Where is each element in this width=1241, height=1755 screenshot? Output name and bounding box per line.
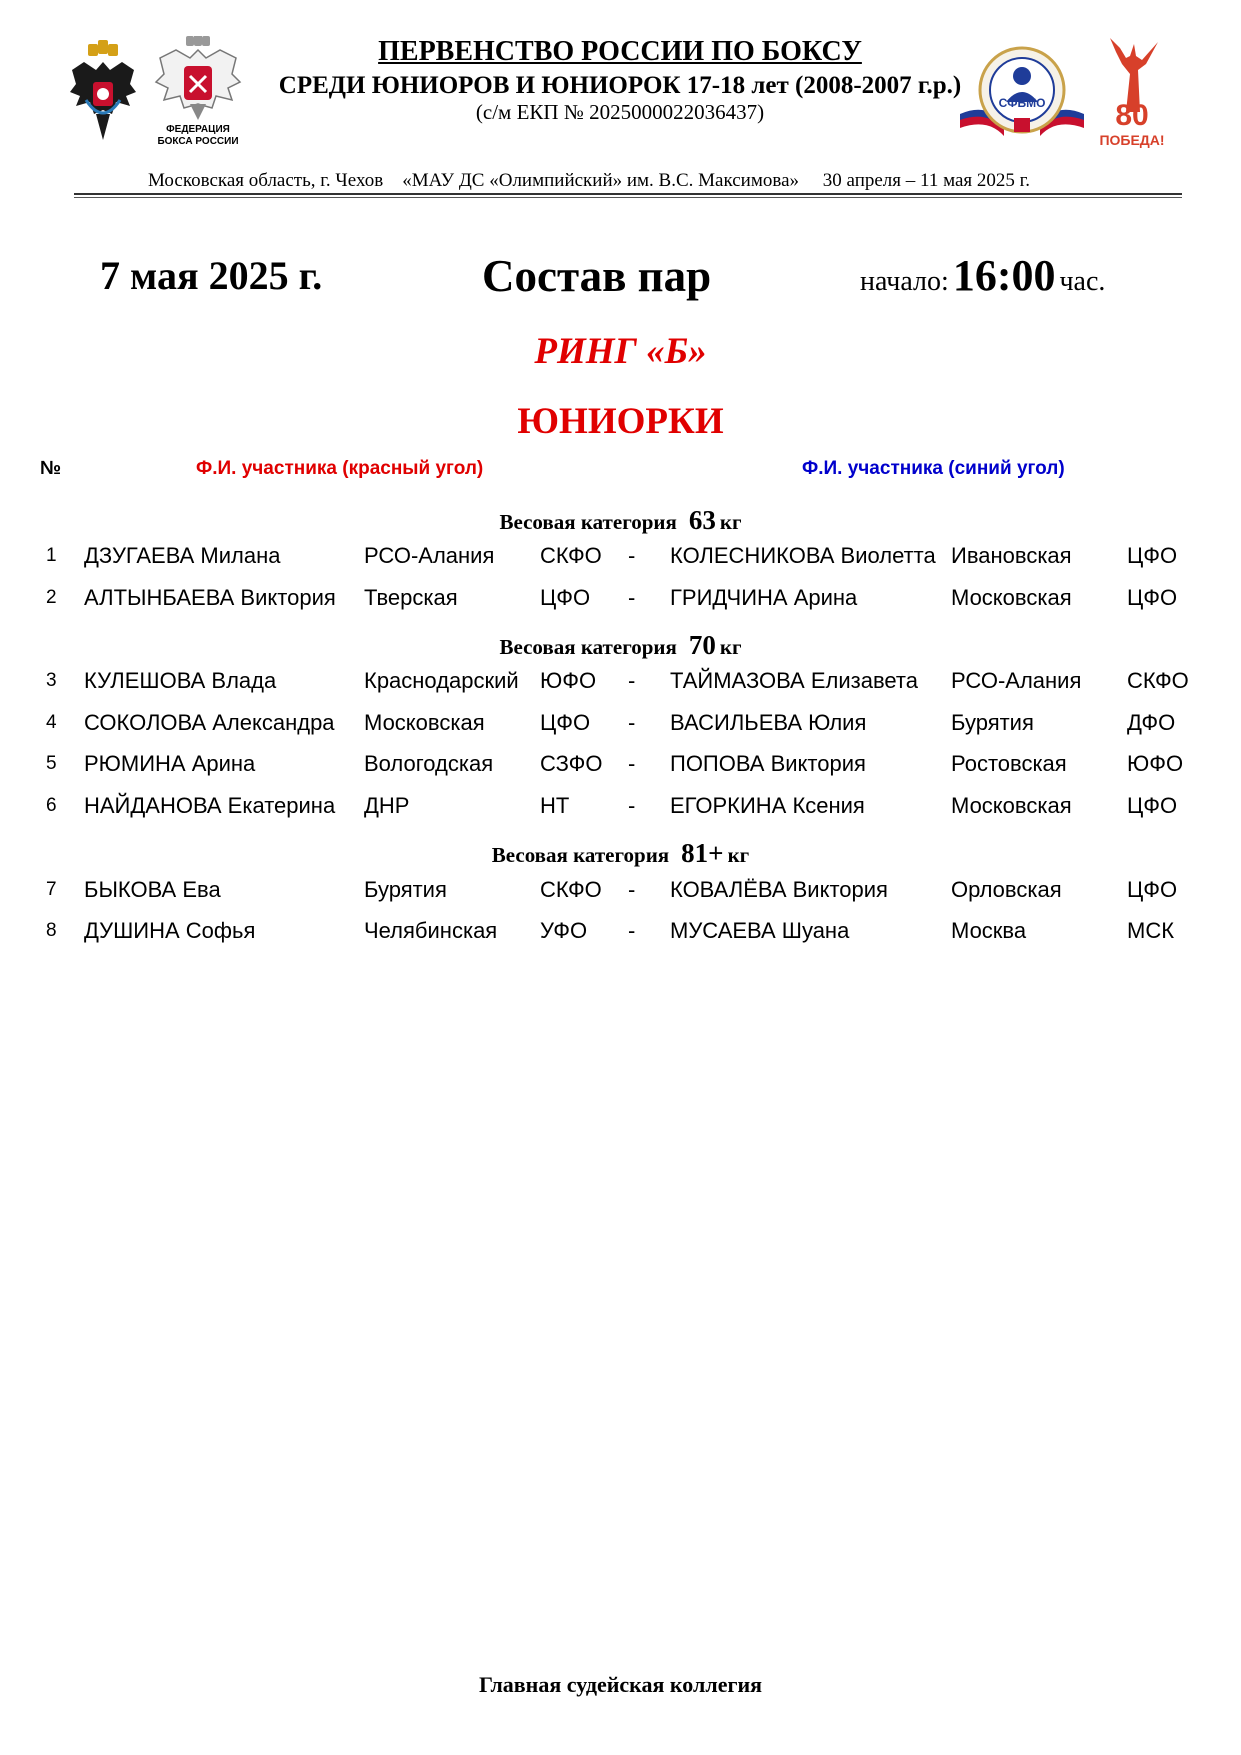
red-corner-name: ДЗУГАЕВА Милана <box>84 543 281 568</box>
event-title: ПЕРВЕНСТВО РОССИИ ПО БОКСУ <box>378 36 862 67</box>
weight-category-unit: кг <box>719 510 742 534</box>
bout-separator: - <box>628 543 636 568</box>
victory-logo-text: ПОБЕДА! <box>1099 132 1165 148</box>
column-header-number: № <box>40 458 62 479</box>
blue-corner-name: КОВАЛЁВА Виктория <box>670 877 888 902</box>
blue-corner-name: ВАСИЛЬЕВА Юлия <box>670 710 867 735</box>
bout-row <box>0 751 1241 785</box>
weight-category-unit: кг <box>727 843 750 867</box>
red-corner-federal-district: ЦФО <box>540 710 591 735</box>
red-corner-name: БЫКОВА Ева <box>84 877 221 902</box>
bout-separator: - <box>628 918 636 943</box>
red-corner-region: Бурятия <box>364 877 447 902</box>
russian-coat-of-arms-logo <box>66 40 140 144</box>
blue-corner-region: Ростовская <box>951 751 1067 776</box>
header-divider <box>74 193 1182 195</box>
bout-row <box>0 585 1241 619</box>
victory-logo-number: 80 <box>1115 99 1149 132</box>
bout-number: 4 <box>46 712 57 733</box>
blue-corner-federal-district: ЦФО <box>1127 877 1178 902</box>
bout-separator: - <box>628 585 636 610</box>
bout-number: 7 <box>46 879 57 900</box>
blue-corner-name: ЕГОРКИНА Ксения <box>670 793 865 818</box>
start-unit: час. <box>1059 266 1106 297</box>
start-label: начало: <box>860 266 949 297</box>
bout-separator: - <box>628 793 636 818</box>
blue-corner-region: Московская <box>951 585 1072 610</box>
sfbmo-logo-text: СФБМО <box>998 96 1046 110</box>
red-corner-region: Вологодская <box>364 751 494 776</box>
red-corner-name: ДУШИНА Софья <box>84 918 256 943</box>
blue-corner-region: РСО-Алания <box>951 668 1082 693</box>
weight-category-label: Весовая категория <box>499 635 677 659</box>
blue-corner-federal-district: ЦФО <box>1127 543 1178 568</box>
red-corner-federal-district: СКФО <box>540 543 602 568</box>
group-label: ЮНИОРКИ <box>517 401 724 442</box>
red-corner-region: РСО-Алания <box>364 543 495 568</box>
event-subtitle: СРЕДИ ЮНИОРОВ И ЮНИОРОК 17-18 лет (2008-2007 г.р.) <box>278 72 962 99</box>
weight-category-heading <box>0 505 1241 536</box>
blue-corner-region: Московская <box>951 793 1072 818</box>
blue-corner-name: КОЛЕСНИКОВА Виолетта <box>670 543 936 568</box>
blue-corner-region: Москва <box>951 918 1027 943</box>
bout-number: 1 <box>46 545 57 566</box>
column-header-red-corner: Ф.И. участника (красный угол) <box>196 458 484 479</box>
blue-corner-region: Орловская <box>951 877 1062 902</box>
bout-row <box>0 877 1241 911</box>
fbr-logo-text-line1: ФЕДЕРАЦИЯ <box>166 124 230 135</box>
red-corner-region: Краснодарский <box>364 668 519 693</box>
blue-corner-name: ГРИДЧИНА Арина <box>670 585 858 610</box>
chief-judges-panel: Главная судейская коллегия <box>478 1672 763 1697</box>
weight-category-unit: кг <box>719 635 742 659</box>
red-corner-federal-district: СКФО <box>540 877 602 902</box>
blue-corner-region: Бурятия <box>951 710 1034 735</box>
red-corner-name: АЛТЫНБАЕВА Виктория <box>84 585 336 610</box>
weight-category-value: 70 <box>688 630 716 660</box>
venue-line: Московская область, г. Чехов «МАУ ДС «Олимпийский» им. В.С. Максимова» 30 апреля – 11 мая 2025 г. <box>148 170 1031 191</box>
red-corner-federal-district: ЦФО <box>540 585 591 610</box>
header-divider-thin <box>74 197 1182 198</box>
start-time: 16:00 <box>952 251 1056 300</box>
blue-corner-federal-district: ДФО <box>1127 710 1176 735</box>
fbr-logo-text-line2: БОКСА РОССИИ <box>157 136 239 147</box>
ekp-number: (с/м ЕКП № 2025000022036437) <box>475 100 765 124</box>
bout-separator: - <box>628 710 636 735</box>
red-corner-federal-district: УФО <box>540 918 588 943</box>
blue-corner-name: МУСАЕВА Шуана <box>670 918 850 943</box>
red-corner-name: КУЛЕШОВА Влада <box>84 668 277 693</box>
red-corner-federal-district: НТ <box>540 793 570 818</box>
red-corner-region: ДНР <box>364 793 410 818</box>
bout-row <box>0 793 1241 827</box>
red-corner-region: Челябинская <box>364 918 498 943</box>
bout-number: 5 <box>46 753 57 774</box>
blue-corner-region: Ивановская <box>951 543 1072 568</box>
bout-row <box>0 668 1241 702</box>
ring-label: РИНГ «Б» <box>534 331 707 372</box>
weight-category-label: Весовая категория <box>491 843 670 867</box>
red-corner-region: Тверская <box>364 585 458 610</box>
red-corner-name: РЮМИНА Арина <box>84 751 256 776</box>
bout-row <box>0 918 1241 952</box>
blue-corner-federal-district: ЦФО <box>1127 585 1178 610</box>
blue-corner-federal-district: СКФО <box>1127 668 1189 693</box>
bout-number: 8 <box>46 920 57 941</box>
red-corner-region: Московская <box>364 710 485 735</box>
bout-row <box>0 543 1241 577</box>
weight-category-label: Весовая категория <box>499 510 677 534</box>
red-corner-name: СОКОЛОВА Александра <box>84 710 335 735</box>
weight-category-value: 63 <box>688 505 716 535</box>
column-header-blue-corner: Ф.И. участника (синий угол) <box>802 458 1065 479</box>
bout-number: 6 <box>46 795 57 816</box>
start-time-block <box>860 250 1105 301</box>
blue-corner-federal-district: ЮФО <box>1127 751 1184 776</box>
weight-category-value: 81+ <box>681 838 724 868</box>
red-corner-federal-district: ЮФО <box>540 668 597 693</box>
bout-row <box>0 710 1241 744</box>
blue-corner-federal-district: МСК <box>1127 918 1175 943</box>
blue-corner-federal-district: ЦФО <box>1127 793 1178 818</box>
bout-number: 3 <box>46 670 57 691</box>
bout-separator: - <box>628 668 636 693</box>
weight-category-heading <box>0 630 1241 661</box>
bout-separator: - <box>628 877 636 902</box>
bout-number: 2 <box>46 587 57 608</box>
sheet-title: Состав пар <box>482 251 712 301</box>
victory-80-logo <box>1096 34 1168 154</box>
boxing-federation-russia-logo <box>150 36 246 152</box>
sheet-date: 7 мая 2025 г. <box>100 253 323 298</box>
bout-separator: - <box>628 751 636 776</box>
blue-corner-name: ПОПОВА Виктория <box>670 751 866 776</box>
red-corner-name: НАЙДАНОВА Екатерина <box>84 793 336 818</box>
red-corner-federal-district: СЗФО <box>540 751 603 776</box>
weight-category-heading <box>0 838 1241 869</box>
blue-corner-name: ТАЙМАЗОВА Елизавета <box>670 668 918 693</box>
